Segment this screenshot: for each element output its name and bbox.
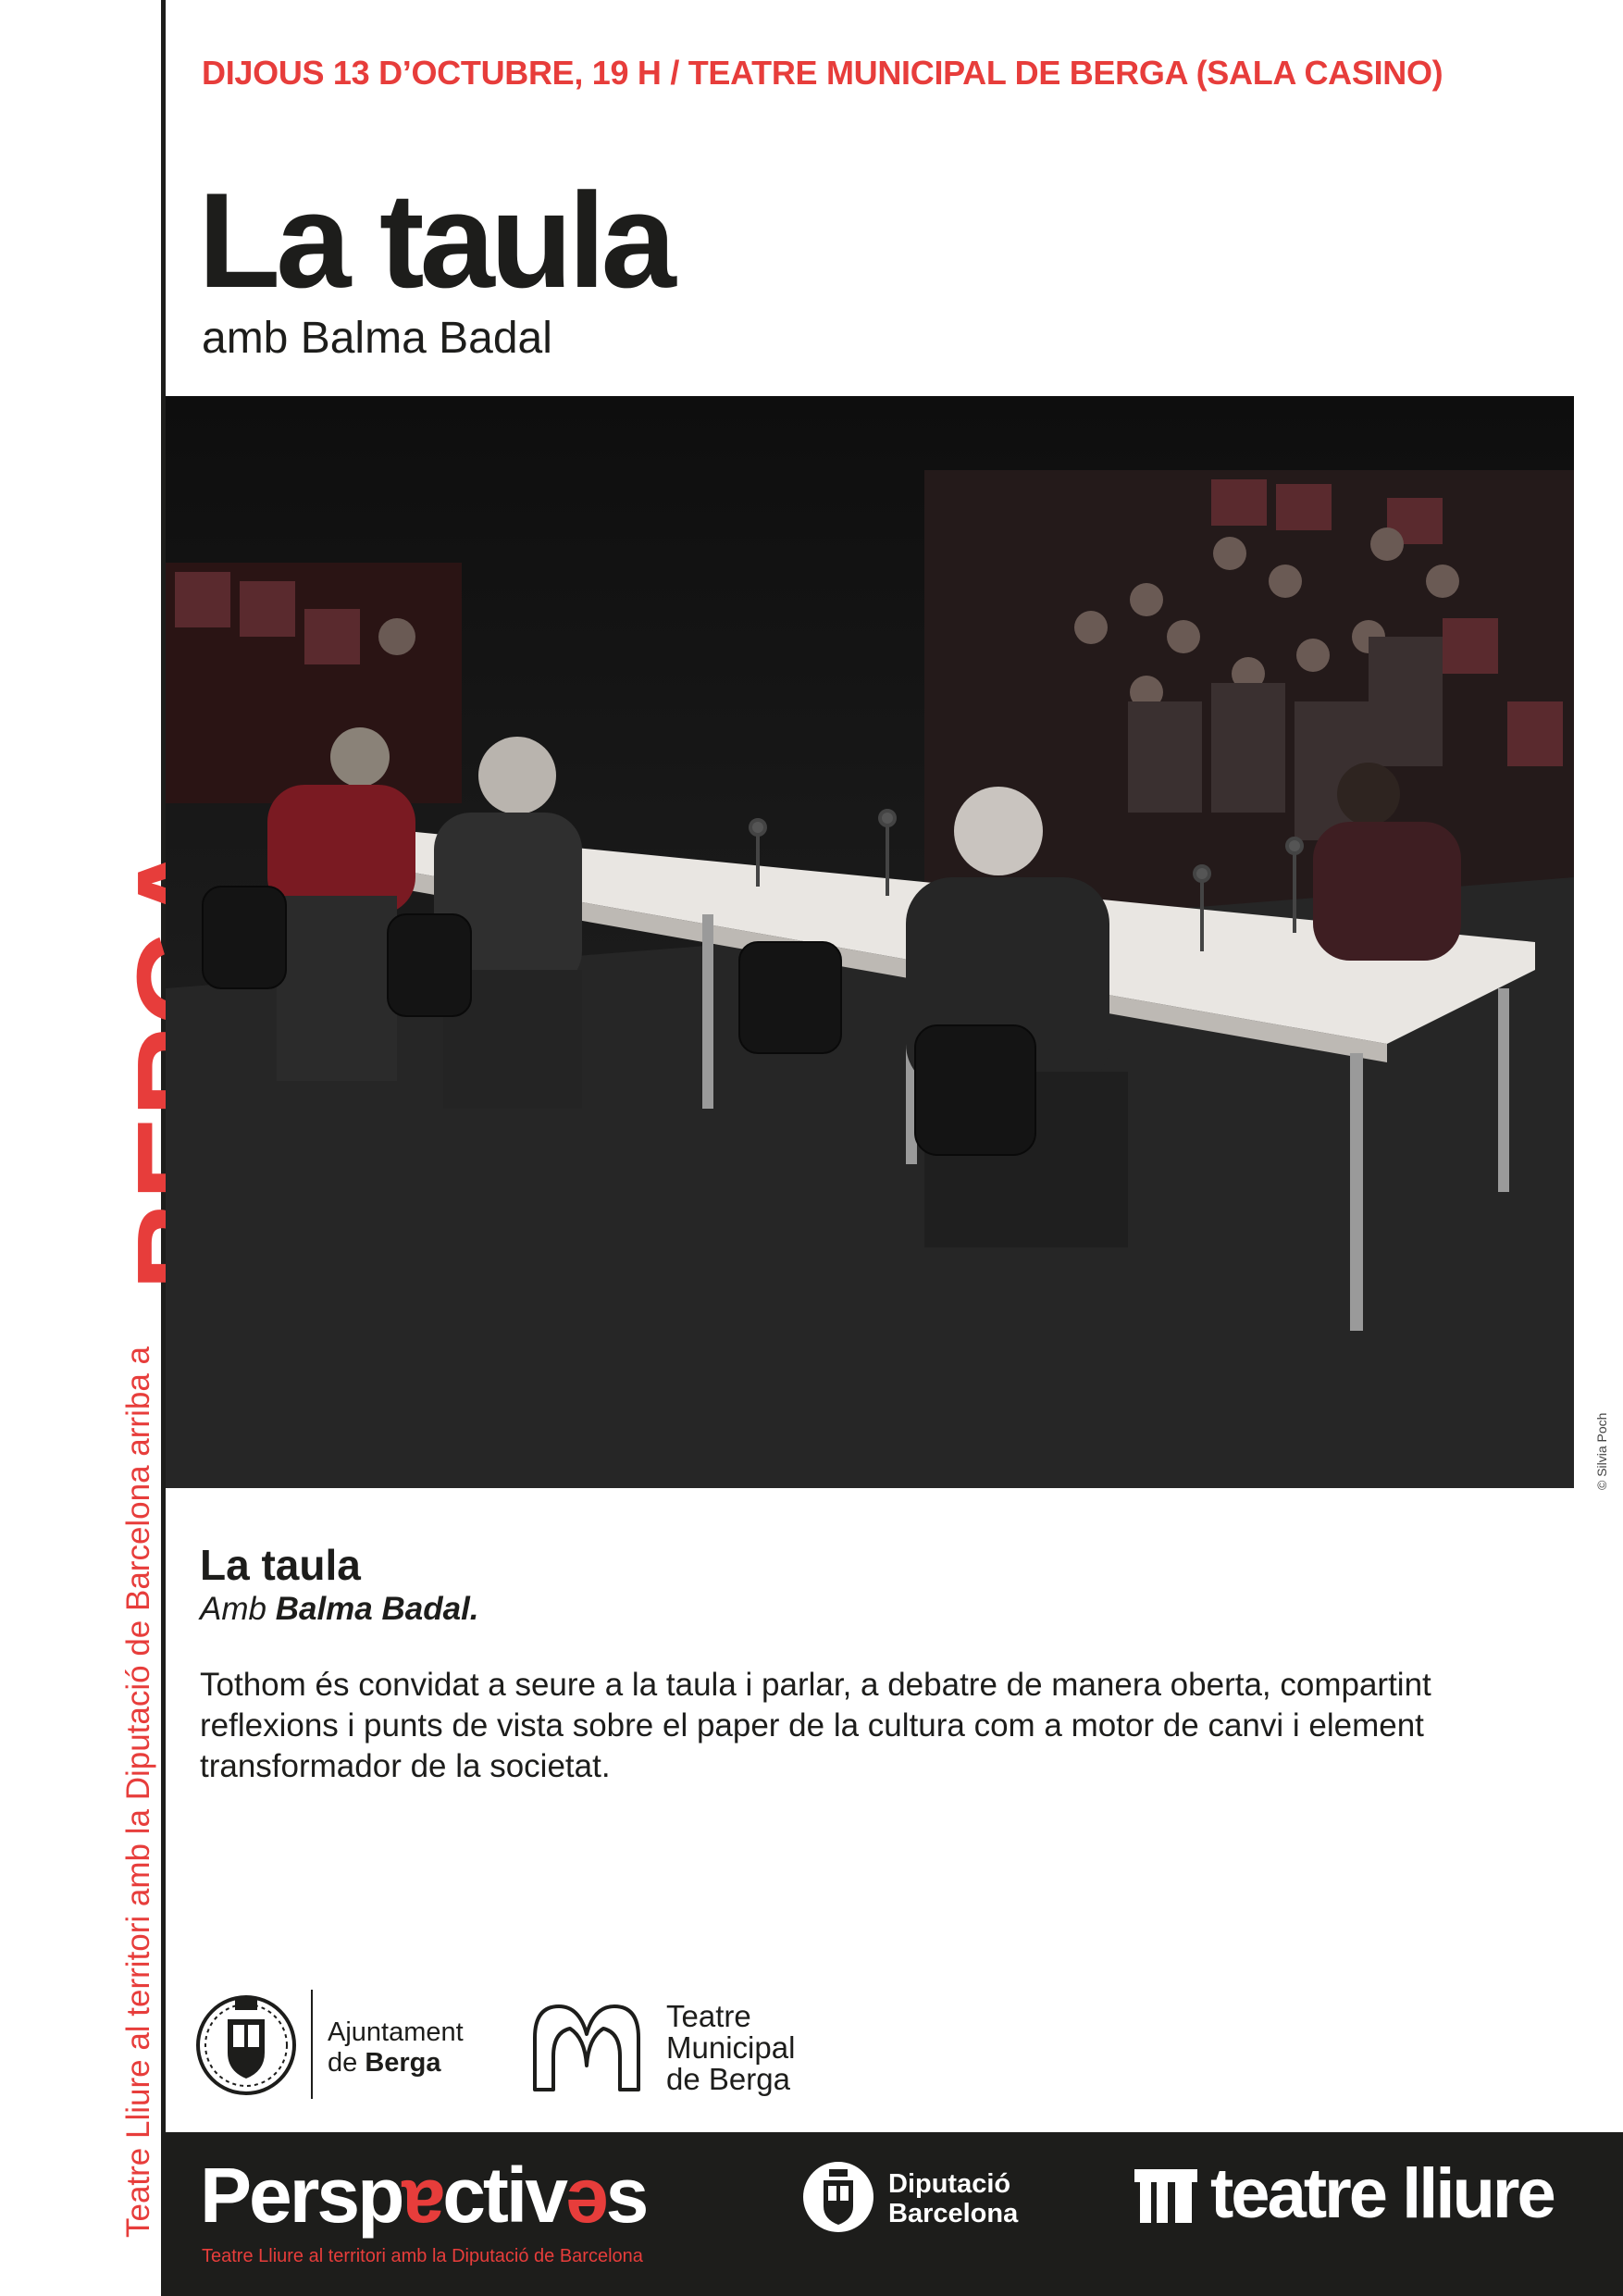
- ajuntament-line2-bold: Berga: [365, 2048, 441, 2078]
- byline-name: Balma Badal.: [275, 1591, 479, 1627]
- ajuntament-line1: Ajuntament: [328, 2017, 464, 2047]
- photo-illustration: [166, 396, 1574, 1488]
- description-body: Tothom és convidat a seure a la taula i parlar, a debatre de manera oberta, compartint reflexions i punts de vista sobre el paper de la cultura com a motor de canvi i element transformador de la societat.: [200, 1667, 1431, 1784]
- diputacio-line1: Diputació: [888, 2169, 1011, 2199]
- seal-icon: [801, 2160, 875, 2234]
- vertical-tagline: Teatre Lliure al territori amb la Diputació de Barcelona arriba a: [120, 1347, 156, 2238]
- page-title: La taula: [198, 165, 672, 316]
- teatre-lliure-logo: teatre lliure: [1210, 2154, 1554, 2233]
- event-photo: [166, 396, 1574, 1488]
- brand-accent2: ə: [564, 2152, 606, 2239]
- brand-part3: s: [605, 2152, 647, 2239]
- teatre-line2: Municipal: [666, 2030, 796, 2065]
- ajuntament-line2: [328, 2048, 464, 2079]
- brand-part2: ctiv: [442, 2152, 565, 2239]
- teatre-line1: Teatre: [666, 1999, 751, 2033]
- page-subtitle: amb Balma Badal: [202, 314, 552, 363]
- lliure-mark-icon: [1134, 2169, 1197, 2223]
- byline-prefix: Amb: [200, 1591, 276, 1627]
- diputacio-line2: Barcelona: [888, 2199, 1019, 2228]
- date-venue: DIJOUS 13 D’OCTUBRE, 19 H / TEATRE MUNICIPAL DE BERGA (SALA CASINO): [202, 54, 1443, 92]
- diputacio-name: [888, 2169, 1018, 2228]
- curtain-arch-icon: [531, 2001, 642, 2093]
- perspectives-tagline: Teatre Lliure al territori amb la Diputació de Barcelona: [202, 2246, 643, 2266]
- ajuntament-line2-prefix: de: [328, 2048, 365, 2078]
- photo-credit: © Silvia Poch: [1594, 1412, 1609, 1490]
- brand-accent1: ɐ: [402, 2152, 443, 2239]
- perspectives-logo: [200, 2149, 646, 2241]
- description-title: La taula: [200, 1541, 361, 1589]
- ajuntament-divider: [311, 1990, 313, 2099]
- ajuntament-name: [328, 2017, 464, 2079]
- teatre-line3: de Berga: [666, 2062, 790, 2096]
- teatre-municipal-name: [666, 2001, 795, 2095]
- brand-part1: Persp: [200, 2152, 403, 2239]
- description-byline: [200, 1591, 479, 1628]
